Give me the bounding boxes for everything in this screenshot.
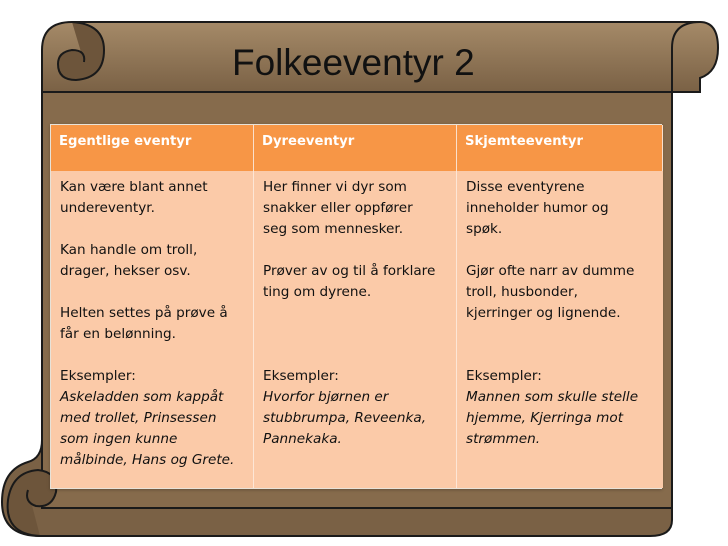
examples-label: Eksempler:	[466, 368, 542, 384]
example-line: målbinde, Hans og Grete.	[60, 452, 235, 468]
example-line: strømmen.	[466, 431, 541, 447]
text-line: Kan handle om troll,	[60, 242, 198, 258]
text-line: snakker eller oppfører	[263, 200, 413, 216]
slide-title: Folkeeventyr 2	[232, 42, 475, 83]
text-line: kjerringer og lignende.	[466, 305, 621, 321]
text-line: får en belønning.	[60, 326, 176, 342]
genre-table	[50, 124, 662, 489]
text-line: troll, husbonder,	[466, 284, 578, 300]
cell-dyreeventyr	[254, 171, 457, 488]
example-line: stubbrumpa, Reveenka,	[263, 410, 427, 426]
text-line: spøk.	[466, 221, 503, 237]
text-line: drager, hekser osv.	[60, 263, 191, 279]
text-line: undereventyr.	[60, 200, 155, 216]
example-line: Mannen som skulle stelle	[466, 389, 639, 405]
examples-label: Eksempler:	[60, 368, 136, 384]
text-line: Helten settes på prøve å	[60, 305, 228, 321]
example-line: hjemme, Kjerringa mot	[466, 410, 624, 426]
text-line: seg som mennesker.	[263, 221, 404, 237]
example-line: Askeladden som kappåt	[60, 389, 224, 405]
cell-skjemteeventyr	[457, 171, 663, 488]
header-dyreeventyr: Dyreeventyr	[254, 125, 457, 171]
cell-egentlige-eventyr	[51, 171, 254, 488]
example-line: med trollet, Prinsessen	[60, 410, 217, 426]
text-line: Kan være blant annet	[60, 179, 208, 195]
text-line: Prøver av og til å forklare	[263, 263, 436, 279]
text-line: ting om dyrene.	[263, 284, 372, 300]
text-line: inneholder humor og	[466, 200, 609, 216]
header-egentlige-eventyr: Egentlige eventyr	[51, 125, 254, 171]
example-line: Pannekaka.	[263, 431, 342, 447]
examples-label: Eksempler:	[263, 368, 339, 384]
text-line: Disse eventyrene	[466, 179, 585, 195]
text-line: Gjør ofte narr av dumme	[466, 263, 635, 279]
header-skjemteeventyr: Skjemteeventyr	[457, 125, 663, 171]
example-line: Hvorfor bjørnen er	[263, 389, 389, 405]
example-line: som ingen kunne	[60, 431, 178, 447]
text-line: Her finner vi dyr som	[263, 179, 407, 195]
